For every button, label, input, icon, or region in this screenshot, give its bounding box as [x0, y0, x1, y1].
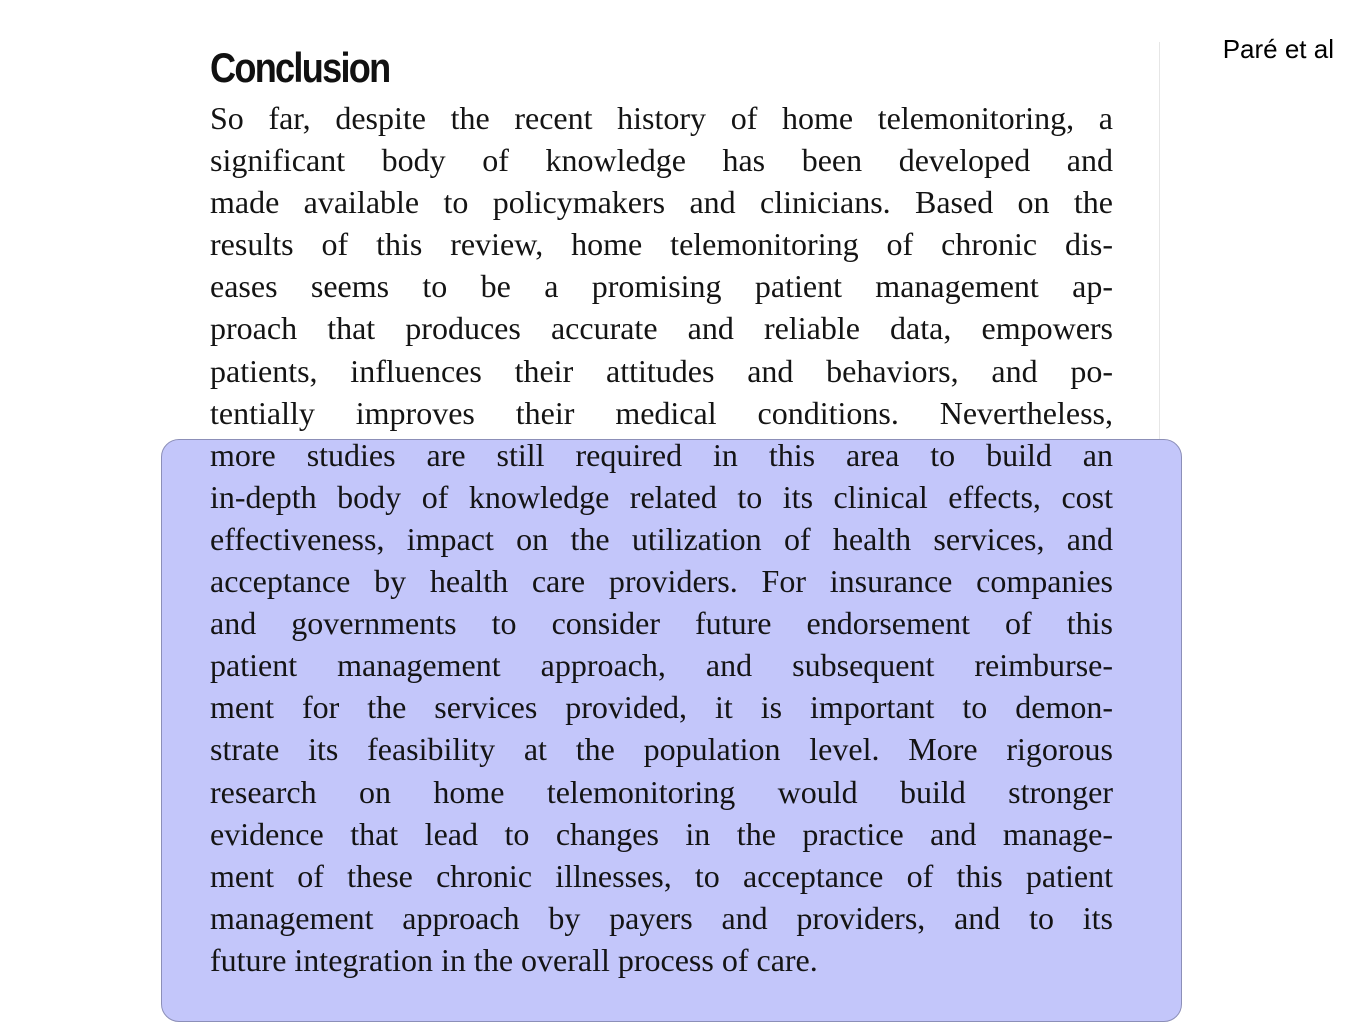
- text-line: patients, influences their attitudes and behaviors, and po-: [210, 352, 1113, 389]
- text-line: and governments to consider future endorsement of this: [210, 605, 1113, 642]
- text-line: in-depth body of knowledge related to its clinical effects, cost: [210, 478, 1113, 515]
- text-line: more studies are still required in this area to build an: [210, 436, 1113, 473]
- text-line: evidence that lead to changes in the practice and manage-: [210, 815, 1113, 852]
- text-line: proach that produces accurate and reliable data, empowers: [210, 310, 1113, 347]
- slide-attribution: Paré et al: [1222, 34, 1334, 64]
- conclusion-paragraph: [210, 97, 1113, 981]
- section-heading: Conclusion: [210, 44, 390, 91]
- text-line: effectiveness, impact on the utilization of health services, and: [210, 520, 1113, 557]
- text-line: management approach by payers and providers, and to its: [210, 899, 1113, 936]
- text-line: tentially improves their medical conditions. Nevertheless,: [210, 394, 1113, 431]
- text-line: acceptance by health care providers. For insurance companies: [210, 563, 1113, 600]
- text-line: patient management approach, and subsequent reimburse-: [210, 647, 1113, 684]
- text-line: strate its feasibility at the population level. More rigorous: [210, 731, 1113, 768]
- text-line: made available to policymakers and clinicians. Based on the: [210, 184, 1113, 221]
- text-line: So far, despite the recent history of home telemonitoring, a: [210, 100, 1113, 136]
- text-line: eases seems to be a promising patient management ap-: [210, 268, 1113, 305]
- text-line: significant body of knowledge has been developed and: [210, 142, 1113, 179]
- text-line: ment of these chronic illnesses, to acceptance of this patient: [210, 857, 1113, 894]
- text-line: research on home telemonitoring would build stronger: [210, 773, 1113, 810]
- text-line: ment for the services provided, it is important to demon-: [210, 689, 1113, 726]
- text-line: results of this review, home telemonitoring of chronic dis-: [210, 226, 1113, 263]
- text-line: future integration in the overall process of care.: [210, 941, 818, 978]
